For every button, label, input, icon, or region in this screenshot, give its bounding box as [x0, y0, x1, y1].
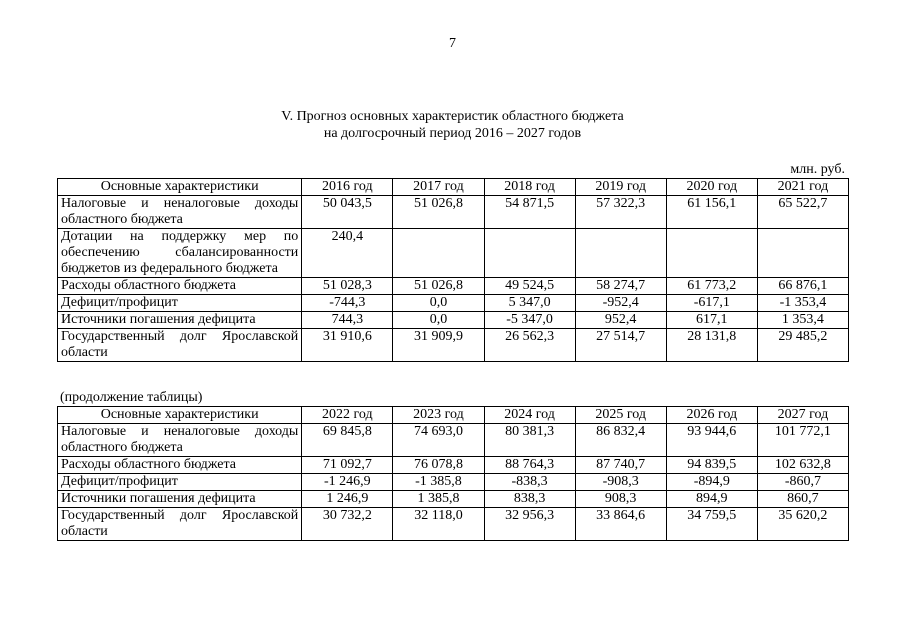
- row-label: Источники погашения дефицита: [58, 312, 302, 329]
- value-cell: 87 740,7: [575, 457, 666, 474]
- column-header-year: 2027 год: [757, 407, 848, 424]
- title-line-2: на долгосрочный период 2016 – 2027 годов: [323, 126, 582, 141]
- value-cell: [757, 229, 848, 278]
- value-cell: 860,7: [757, 491, 848, 508]
- value-cell: 34 759,5: [666, 508, 757, 541]
- table-row: [58, 295, 849, 312]
- value-cell: 31 910,6: [302, 329, 393, 362]
- column-header-characteristics: Основные характеристики: [58, 407, 302, 424]
- table-row: [58, 329, 849, 362]
- value-cell: 71 092,7: [302, 457, 393, 474]
- value-cell: -894,9: [666, 474, 757, 491]
- value-cell: -1 353,4: [757, 295, 848, 312]
- value-cell: 61 156,1: [666, 196, 757, 229]
- value-cell: 27 514,7: [575, 329, 666, 362]
- column-header-year: 2026 год: [666, 407, 757, 424]
- table-header-row: [58, 407, 849, 424]
- value-cell: 952,4: [575, 312, 666, 329]
- value-cell: [575, 229, 666, 278]
- table-row: [58, 474, 849, 491]
- value-cell: 93 944,6: [666, 424, 757, 457]
- value-cell: 58 274,7: [575, 278, 666, 295]
- value-cell: 838,3: [484, 491, 575, 508]
- row-label: Дотации на поддержку мер по обеспечению сбалансированности бюджетов из федерального бюджета: [58, 229, 302, 278]
- value-cell: 51 028,3: [302, 278, 393, 295]
- value-cell: -5 347,0: [484, 312, 575, 329]
- table-row: [58, 312, 849, 329]
- value-cell: -1 385,8: [393, 474, 484, 491]
- value-cell: 240,4: [302, 229, 393, 278]
- value-cell: 30 732,2: [302, 508, 393, 541]
- units-label: млн. руб.: [790, 162, 845, 177]
- value-cell: 29 485,2: [757, 329, 848, 362]
- row-label: Дефицит/профицит: [58, 295, 302, 312]
- value-cell: 35 620,2: [757, 508, 848, 541]
- value-cell: 0,0: [393, 312, 484, 329]
- column-header-year: 2018 год: [484, 179, 575, 196]
- value-cell: 1 246,9: [302, 491, 393, 508]
- value-cell: 88 764,3: [484, 457, 575, 474]
- value-cell: 51 026,8: [393, 278, 484, 295]
- value-cell: 5 347,0: [484, 295, 575, 312]
- value-cell: 26 562,3: [484, 329, 575, 362]
- table-row: [58, 278, 849, 295]
- column-header-year: 2023 год: [393, 407, 484, 424]
- budget-table-2016-2021: [57, 178, 849, 362]
- value-cell: 49 524,5: [484, 278, 575, 295]
- table-header-row: [58, 179, 849, 196]
- table-row: [58, 508, 849, 541]
- value-cell: [393, 229, 484, 278]
- value-cell: -838,3: [484, 474, 575, 491]
- row-label: Источники погашения дефицита: [58, 491, 302, 508]
- value-cell: 617,1: [666, 312, 757, 329]
- value-cell: 1 353,4: [757, 312, 848, 329]
- row-label: Налоговые и неналоговые доходы областного бюджета: [58, 196, 302, 229]
- value-cell: [484, 229, 575, 278]
- row-label: Государственный долг Ярославской области: [58, 508, 302, 541]
- value-cell: 66 876,1: [757, 278, 848, 295]
- value-cell: 50 043,5: [302, 196, 393, 229]
- value-cell: 94 839,5: [666, 457, 757, 474]
- column-header-year: 2021 год: [757, 179, 848, 196]
- value-cell: 31 909,9: [393, 329, 484, 362]
- value-cell: 61 773,2: [666, 278, 757, 295]
- value-cell: 76 078,8: [393, 457, 484, 474]
- column-header-year: 2020 год: [666, 179, 757, 196]
- value-cell: -952,4: [575, 295, 666, 312]
- value-cell: 1 385,8: [393, 491, 484, 508]
- value-cell: 69 845,8: [302, 424, 393, 457]
- value-cell: 0,0: [393, 295, 484, 312]
- table-row: [58, 424, 849, 457]
- page-number: 7: [449, 36, 456, 51]
- table-row: [58, 491, 849, 508]
- value-cell: [666, 229, 757, 278]
- value-cell: 32 956,3: [484, 508, 575, 541]
- value-cell: -860,7: [757, 474, 848, 491]
- value-cell: 32 118,0: [393, 508, 484, 541]
- value-cell: 80 381,3: [484, 424, 575, 457]
- page-title: [0, 108, 905, 142]
- table-row: [58, 196, 849, 229]
- continuation-label: (продолжение таблицы): [60, 390, 203, 405]
- column-header-year: 2024 год: [484, 407, 575, 424]
- table-row: [58, 457, 849, 474]
- value-cell: -908,3: [575, 474, 666, 491]
- column-header-year: 2019 год: [575, 179, 666, 196]
- column-header-year: 2025 год: [575, 407, 666, 424]
- value-cell: 33 864,6: [575, 508, 666, 541]
- value-cell: 74 693,0: [393, 424, 484, 457]
- column-header-characteristics: Основные характеристики: [58, 179, 302, 196]
- column-header-year: 2017 год: [393, 179, 484, 196]
- value-cell: -744,3: [302, 295, 393, 312]
- value-cell: 86 832,4: [575, 424, 666, 457]
- row-label: Расходы областного бюджета: [58, 457, 302, 474]
- value-cell: 101 772,1: [757, 424, 848, 457]
- row-label: Государственный долг Ярославской области: [58, 329, 302, 362]
- column-header-year: 2016 год: [302, 179, 393, 196]
- value-cell: -1 246,9: [302, 474, 393, 491]
- value-cell: 54 871,5: [484, 196, 575, 229]
- row-label: Дефицит/профицит: [58, 474, 302, 491]
- value-cell: 744,3: [302, 312, 393, 329]
- row-label: Налоговые и неналоговые доходы областного бюджета: [58, 424, 302, 457]
- budget-table-2022-2027: [57, 406, 849, 541]
- column-header-year: 2022 год: [302, 407, 393, 424]
- value-cell: 908,3: [575, 491, 666, 508]
- value-cell: 57 322,3: [575, 196, 666, 229]
- table-row: [58, 229, 849, 278]
- value-cell: 65 522,7: [757, 196, 848, 229]
- value-cell: 51 026,8: [393, 196, 484, 229]
- value-cell: -617,1: [666, 295, 757, 312]
- value-cell: 102 632,8: [757, 457, 848, 474]
- row-label: Расходы областного бюджета: [58, 278, 302, 295]
- value-cell: 28 131,8: [666, 329, 757, 362]
- title-line-1: V. Прогноз основных характеристик областного бюджета: [281, 109, 624, 124]
- value-cell: 894,9: [666, 491, 757, 508]
